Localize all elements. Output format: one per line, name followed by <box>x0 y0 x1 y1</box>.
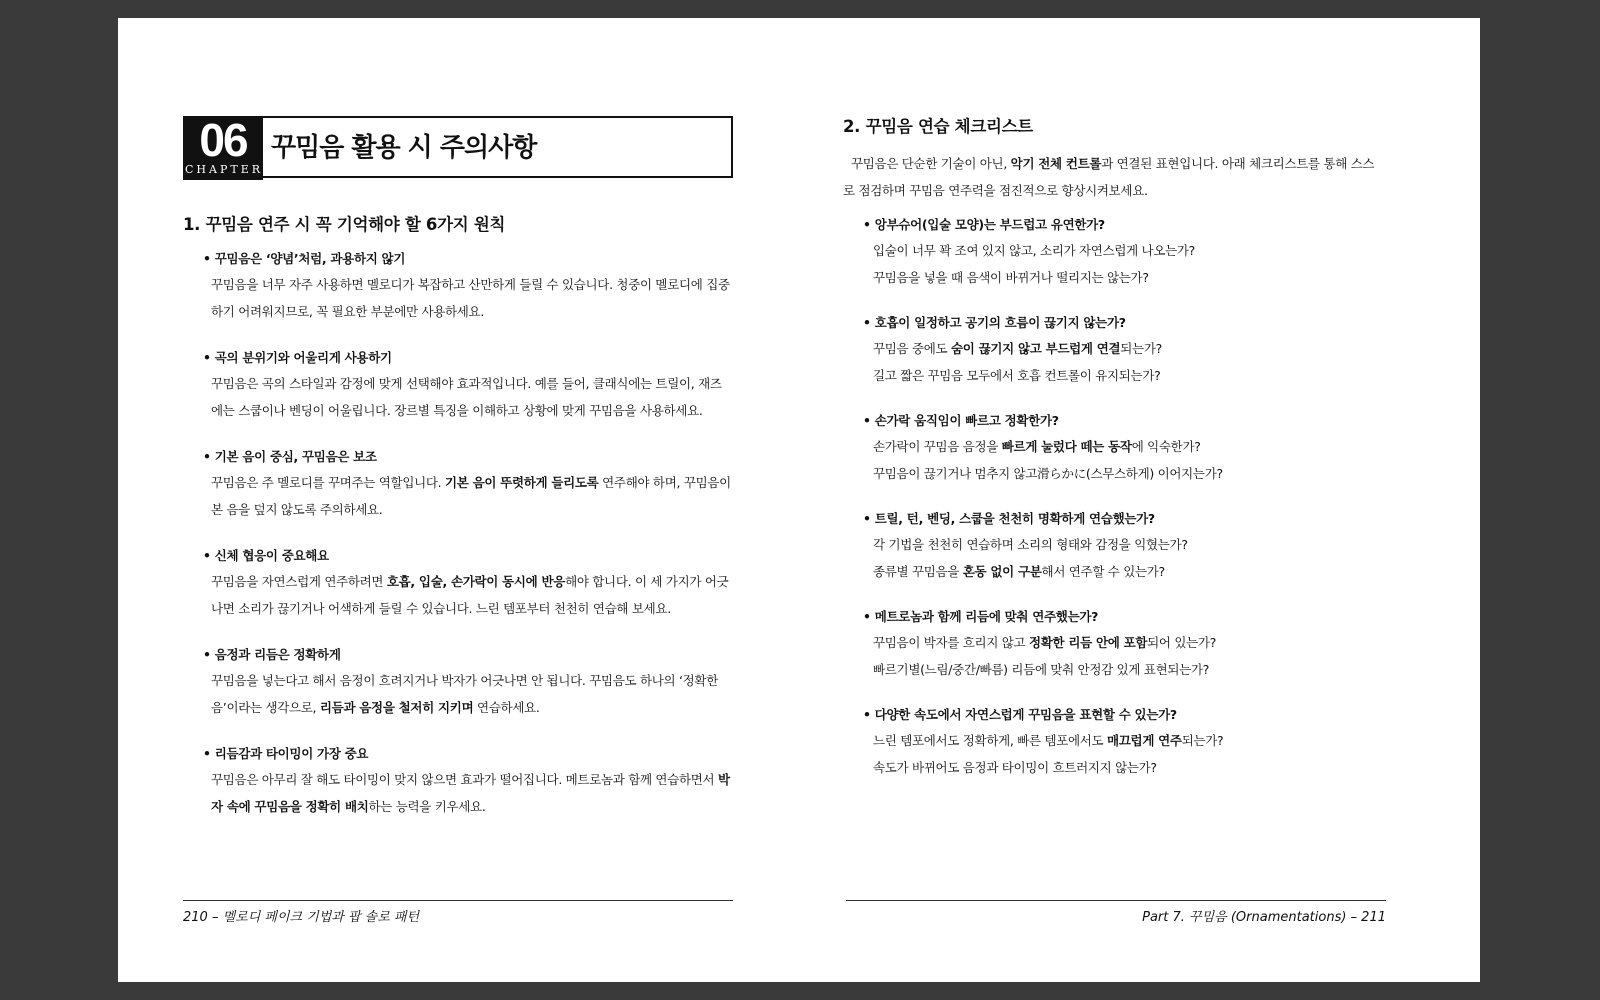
checklist-question <box>873 237 1423 264</box>
rule-description <box>211 568 733 622</box>
checklist-heading: • 앙부슈어(입술 모양)는 부드럽고 유연한가? <box>863 217 1105 232</box>
rule-item <box>203 349 733 424</box>
checklist-heading: • 손가락 움직임이 빠르고 정확한가? <box>863 413 1059 428</box>
body-text: 빠르기별(느림/중간/빠름) 리듬에 맞춰 안정감 있게 표현되는가? <box>873 662 1210 677</box>
body-text: 꾸밈음은 주 멜로디를 꾸며주는 역할입니다. <box>211 475 445 490</box>
emphasis-text: 악기 전체 컨트롤 <box>1010 156 1102 171</box>
body-text: 연주해야 하며, 꾸밈음이 본 음을 덮지 않도록 주의하세요. <box>211 475 731 517</box>
checklist-group <box>863 412 1423 487</box>
rule-description <box>211 469 733 523</box>
checklist-question <box>873 433 1423 460</box>
checklist-question <box>873 335 1423 362</box>
checklist-question <box>873 629 1423 656</box>
footer-divider <box>183 900 733 901</box>
rule-item <box>203 250 733 325</box>
rule-heading: • 리듬감과 타이밍이 가장 중요 <box>203 746 369 761</box>
section-title: 1. 꾸밈음 연주 시 꼭 기억해야 할 6가지 원칙 <box>183 215 506 234</box>
page-footer: Part 7. 꾸밈음 (Ornamentations) – 211 <box>1142 910 1386 925</box>
emphasis-text: 매끄럽게 연주 <box>1107 733 1182 748</box>
body-text: 꾸밈음을 넣는다고 해서 음정이 흐려지거나 박자가 어긋나면 안 됩니다. 꾸밈음도 하나의 ‘정확한 음’이라는 생각으로, <box>211 673 718 715</box>
body-text: 종류별 꾸밈음을 <box>873 564 963 579</box>
left-page <box>118 18 798 982</box>
emphasis-text: 숨이 끊기지 않고 부드럽게 연결 <box>951 341 1121 356</box>
body-text: 되는가? <box>1120 341 1162 356</box>
right-page <box>798 18 1480 982</box>
chapter-header <box>183 116 733 178</box>
body-text: 꾸밈음을 넣을 때 음색이 바뀌거나 떨리지는 않는가? <box>873 270 1149 285</box>
chapter-number: 06 <box>199 114 247 166</box>
chapter-word: CHAPTER <box>185 163 264 176</box>
body-text: 하는 능력을 키우세요. <box>368 799 486 814</box>
chapter-title: 꾸밈음 활용 시 주의사항 <box>271 133 537 163</box>
body-text: 꾸밈음은 단순한 기술이 아닌, <box>851 156 1011 171</box>
page-footer: 210 – 멜로디 페이크 기법과 팝 솔로 패턴 <box>183 910 420 925</box>
rule-item <box>203 745 733 820</box>
rule-description <box>211 766 733 820</box>
body-text: 꾸밈음을 너무 자주 사용하면 멜로디가 복잡하고 산만하게 들릴 수 있습니다. 청중이 멜로디에 집중하기 어려워지므로, 꼭 필요한 부분에만 사용하세요. <box>211 277 730 319</box>
body-text: 꾸밈음이 끊기거나 멈추지 않고滑らかに(스무스하게) 이어지는가? <box>873 466 1223 481</box>
emphasis-text: 리듬과 음정을 철저히 지키며 <box>319 700 474 715</box>
body-text: 각 기법을 천천히 연습하며 소리의 형태와 감정을 익혔는가? <box>873 537 1188 552</box>
checklist-question <box>873 531 1423 558</box>
rule-item <box>203 448 733 523</box>
checklist-question <box>873 656 1423 683</box>
rule-description <box>211 667 733 721</box>
checklist-question <box>873 754 1423 781</box>
checklist-group <box>863 314 1423 389</box>
body-text: 꾸밈음은 아무리 잘 해도 타이밍이 맞지 않으면 효과가 떨어집니다. 메트로놈과 함께 연습하면서 <box>211 772 718 787</box>
emphasis-text: 호흡, 입술, 손가락이 동시에 반응 <box>386 574 566 589</box>
intro-paragraph <box>843 150 1383 204</box>
emphasis-text: 빠르게 눌렀다 떼는 동작 <box>1001 439 1132 454</box>
body-text: 연습하세요. <box>473 700 540 715</box>
rule-heading: • 음정과 리듬은 정확하게 <box>203 647 341 662</box>
rules-list <box>203 250 733 844</box>
checklist-group <box>863 706 1423 781</box>
checklist-question <box>873 264 1423 291</box>
body-text: 속도가 바뀌어도 음정과 타이밍이 흐트러지지 않는가? <box>873 760 1157 775</box>
checklist-question <box>873 558 1423 585</box>
body-text: 길고 짧은 꾸밈음 모두에서 호흡 컨트롤이 유지되는가? <box>873 368 1161 383</box>
body-text: 과 연결된 표현입니다. 아래 체크리스트를 통해 스스로 점검하며 꾸밈음 연주력을 점진적으로 향상시켜보세요. <box>843 156 1375 198</box>
body-text: 해야 합니다. 이 세 가지가 어긋나면 소리가 끊기거나 어색하게 들릴 수 있습니다. 느린 템포부터 천천히 연습해 보세요. <box>211 574 729 616</box>
checklist-heading: • 다양한 속도에서 자연스럽게 꾸밈음을 표현할 수 있는가? <box>863 707 1177 722</box>
checklist-group <box>863 510 1423 585</box>
checklist-group <box>863 216 1423 291</box>
emphasis-text: 기본 음이 뚜렷하게 들리도록 <box>445 475 599 490</box>
checklist <box>863 216 1423 804</box>
body-text: 꾸밈음을 자연스럽게 연주하려면 <box>211 574 387 589</box>
body-text: 꾸밈음 중에도 <box>873 341 951 356</box>
book-spread <box>118 18 1480 982</box>
body-text: 꾸밈음은 곡의 스타일과 감정에 맞게 선택해야 효과적입니다. 예를 들어, 클래식에는 트릴이, 재즈에는 스쿱이나 벤딩이 어울립니다. 장르별 특징을 이해하고 상황에 맞게 꾸밈음을 사용하세요. <box>211 376 722 418</box>
checklist-heading: • 트릴, 턴, 벤딩, 스쿱을 천천히 명확하게 연습했는가? <box>863 511 1155 526</box>
checklist-question <box>873 460 1423 487</box>
body-text: 되는가? <box>1181 733 1224 748</box>
section-title: 2. 꾸밈음 연습 체크리스트 <box>843 117 1033 136</box>
rule-heading: • 신체 협응이 중요해요 <box>203 548 329 563</box>
rule-description <box>211 370 733 424</box>
rule-heading: • 곡의 분위기와 어울리게 사용하기 <box>203 350 392 365</box>
emphasis-text: 정확한 리듬 안에 포함 <box>1029 635 1148 650</box>
rule-item <box>203 646 733 721</box>
body-text: 에 익숙한가? <box>1131 439 1201 454</box>
rule-item <box>203 547 733 622</box>
body-text: 해서 연주할 수 있는가? <box>1041 564 1165 579</box>
body-text: 꾸밈음이 박자를 흐리지 않고 <box>873 635 1029 650</box>
body-text: 느린 템포에서도 정확하게, 빠른 템포에서도 <box>873 733 1107 748</box>
body-text: 손가락이 꾸밈음 음정을 <box>873 439 1002 454</box>
chapter-tag <box>183 116 263 180</box>
footer-divider <box>846 900 1386 901</box>
rule-heading: • 기본 음이 중심, 꾸밈음은 보조 <box>203 449 377 464</box>
rule-heading: • 꾸밈음은 ‘양념’처럼, 과용하지 않기 <box>203 251 406 266</box>
checklist-question <box>873 362 1423 389</box>
checklist-heading: • 호흡이 일정하고 공기의 흐름이 끊기지 않는가? <box>863 315 1126 330</box>
rule-description <box>211 271 733 325</box>
emphasis-text: 박자 속에 꾸밈음을 정확히 배치 <box>211 772 730 814</box>
checklist-question <box>873 727 1423 754</box>
body-text: 되어 있는가? <box>1147 635 1217 650</box>
body-text: 입술이 너무 꽉 조여 있지 않고, 소리가 자연스럽게 나오는가? <box>873 243 1195 258</box>
checklist-heading: • 메트로놈과 함께 리듬에 맞춰 연주했는가? <box>863 609 1099 624</box>
emphasis-text: 혼동 없이 구분 <box>962 564 1042 579</box>
checklist-group <box>863 608 1423 683</box>
